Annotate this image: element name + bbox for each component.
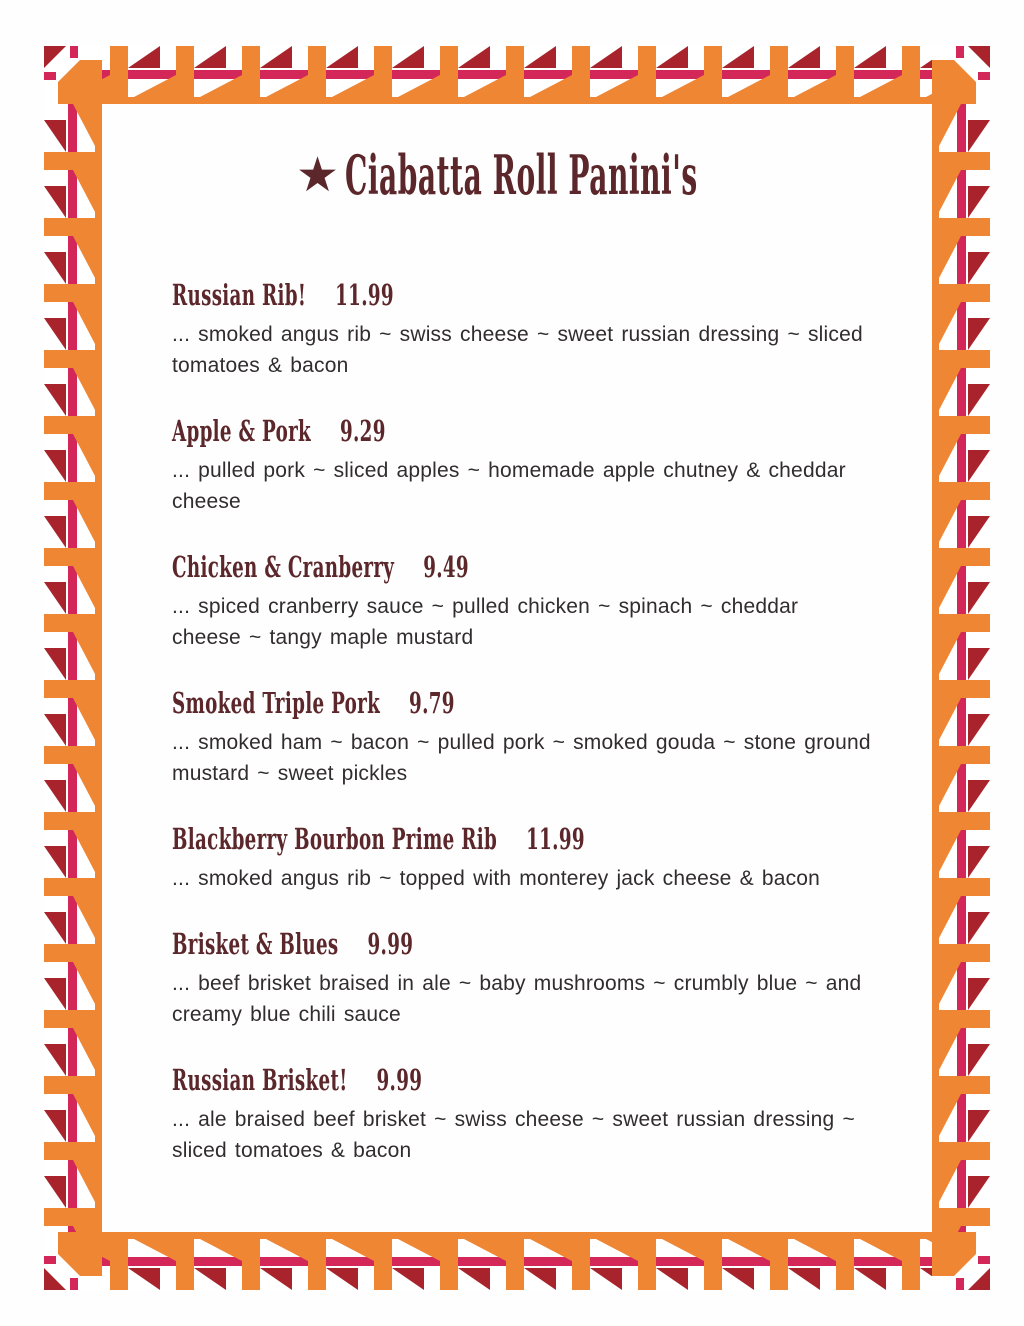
border-left-strip: [44, 104, 102, 1232]
page-title-text: Ciabatta Roll Panini's: [345, 143, 698, 207]
menu-item-name: Blackberry Bourbon Prime Rib: [172, 822, 498, 856]
menu-item-description-line: ... pulled pork ~ sliced apples ~ homemade apple chutney & cheddar: [172, 459, 846, 482]
menu-item-heading: [172, 1063, 952, 1097]
star-icon: ★: [296, 148, 340, 202]
menu-item-name: Russian Brisket!: [172, 1063, 348, 1097]
menu-item-price: 11.99: [335, 278, 394, 312]
menu-item-description-line: ... ale braised beef brisket ~ swiss cheese ~ sweet russian dressing ~: [172, 1108, 855, 1131]
menu-item-name: Apple & Pork: [172, 414, 312, 448]
menu-item-name: Smoked Triple Pork: [172, 686, 381, 720]
border-top-strip: [44, 46, 990, 104]
border-corner-bottom-right: [932, 1232, 990, 1290]
menu-item-description-line: ... smoked angus rib ~ topped with monterey jack cheese & bacon: [172, 867, 821, 890]
menu-item-description: [172, 727, 952, 789]
menu-item-heading: [172, 278, 952, 312]
menu-item-heading: [172, 822, 952, 856]
menu-item-description: [172, 591, 952, 653]
menu-item-heading: [172, 550, 952, 584]
menu-item-description-line: ... smoked ham ~ bacon ~ pulled pork ~ smoked gouda ~ stone ground: [172, 731, 871, 754]
border-corner-top-left: [44, 46, 102, 104]
border-corner-bottom-left: [44, 1232, 102, 1290]
menu-item-heading: [172, 686, 952, 720]
menu-item-heading: [172, 927, 952, 961]
menu-item-description-line: ... spiced cranberry sauce ~ pulled chicken ~ spinach ~ cheddar: [172, 595, 799, 618]
menu-item-price: 9.99: [367, 927, 414, 961]
menu-item-name: Russian Rib!: [172, 278, 307, 312]
menu-item-description: [172, 1104, 952, 1166]
menu-item-price: 9.99: [376, 1063, 423, 1097]
menu-item: [172, 278, 952, 381]
menu-item-price: 9.79: [409, 686, 455, 720]
menu-items: [172, 278, 952, 1199]
border-corner-top-right: [932, 46, 990, 104]
menu-item: [172, 1063, 952, 1166]
border-bottom-strip: [44, 1232, 990, 1290]
page-title: [296, 143, 1023, 207]
menu-item-description: [172, 863, 952, 894]
menu-item-description-line: cheese: [172, 490, 241, 513]
menu-item-description-line: sliced tomatoes & bacon: [172, 1139, 412, 1162]
menu-item-price: 9.49: [423, 550, 469, 584]
menu-item-description: [172, 968, 952, 1030]
menu-item-description: [172, 319, 952, 381]
menu-item: [172, 550, 952, 653]
menu-item-description-line: ... beef brisket braised in ale ~ baby mushrooms ~ crumbly blue ~ and: [172, 972, 862, 995]
menu-item: [172, 414, 952, 517]
menu-item-price: 11.99: [526, 822, 585, 856]
menu-item: [172, 686, 952, 789]
menu-item-description: [172, 455, 952, 517]
menu-item-description-line: creamy blue chili sauce: [172, 1003, 401, 1026]
menu-item-description-line: tomatoes & bacon: [172, 354, 349, 377]
menu-item-heading: [172, 414, 952, 448]
menu-item-description-line: cheese ~ tangy maple mustard: [172, 626, 474, 649]
menu-item-price: 9.29: [339, 414, 386, 448]
menu-item: [172, 822, 952, 894]
menu-item-name: Chicken & Cranberry: [172, 550, 395, 584]
menu-item-description-line: mustard ~ sweet pickles: [172, 762, 408, 785]
menu-item-name: Brisket & Blues: [172, 927, 339, 961]
menu-item: [172, 927, 952, 1030]
menu-item-description-line: ... smoked angus rib ~ swiss cheese ~ sweet russian dressing ~ sliced: [172, 323, 863, 346]
